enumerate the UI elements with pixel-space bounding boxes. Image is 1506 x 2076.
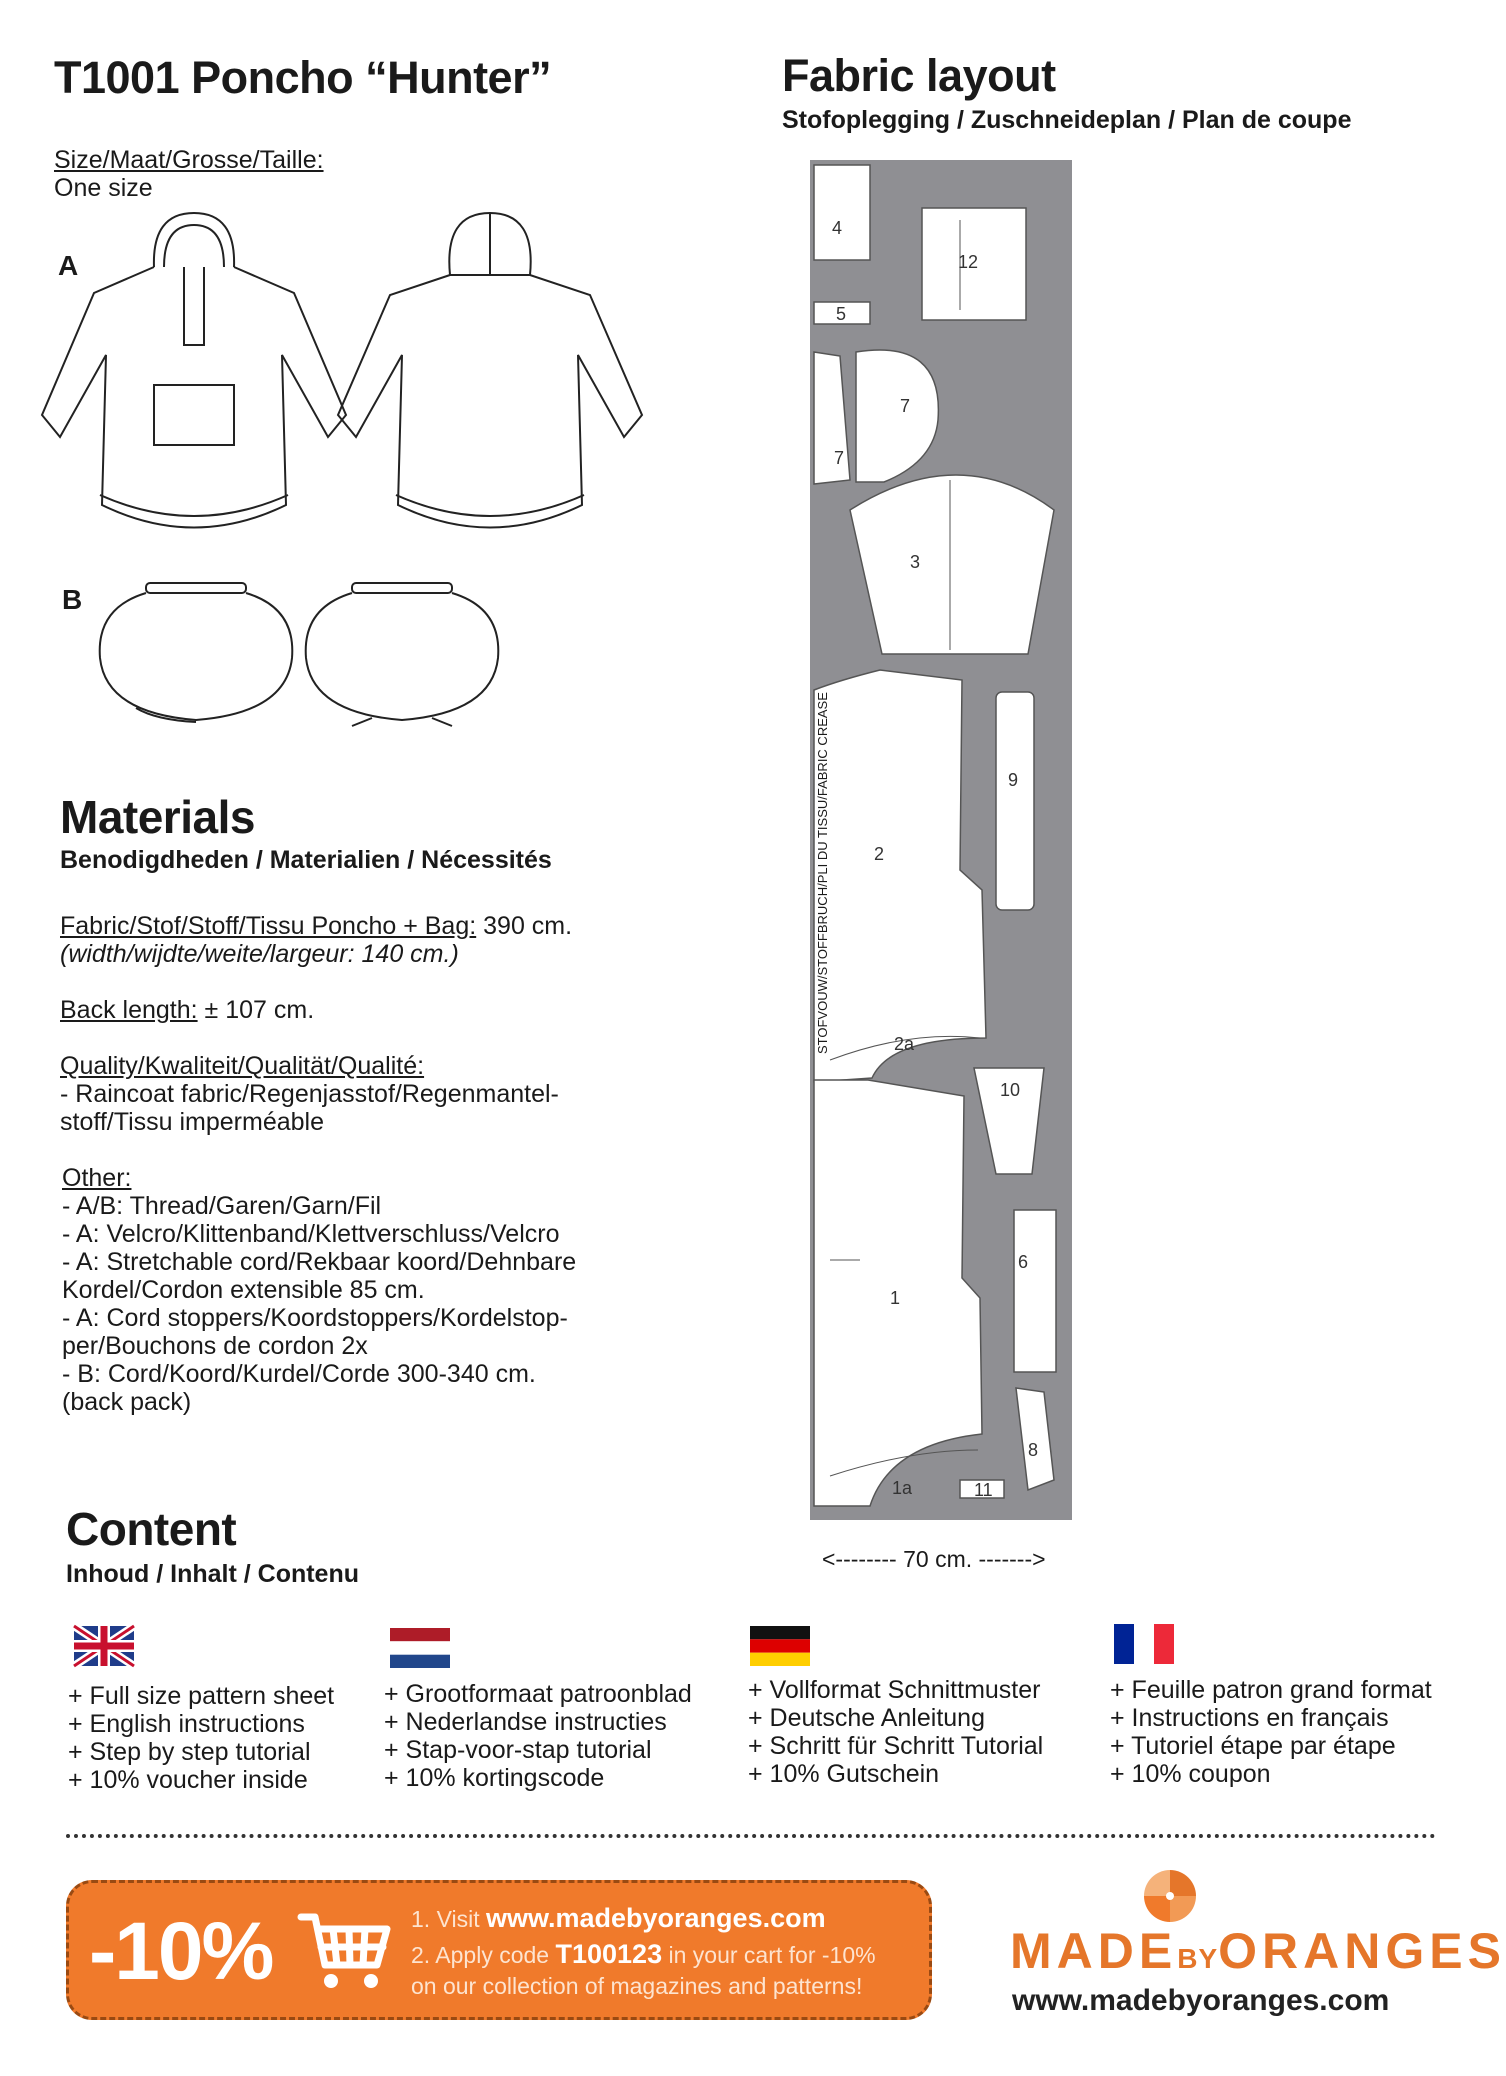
fr-flag-icon bbox=[1114, 1624, 1174, 1664]
content-item: + Schritt für Schritt Tutorial bbox=[748, 1732, 1044, 1760]
piece-label: 2a bbox=[894, 1034, 915, 1054]
view-a-label: A bbox=[58, 250, 79, 281]
quality-line: stoff/Tissu imperméable bbox=[60, 1108, 324, 1136]
content-item: + Grootformaat patroonblad bbox=[384, 1680, 692, 1708]
poncho-front-sketch bbox=[34, 205, 344, 555]
discount-banner[interactable] bbox=[66, 1880, 932, 2020]
de-flag-icon bbox=[750, 1626, 810, 1666]
other-label: Other: bbox=[62, 1164, 132, 1192]
promo-step-1 bbox=[411, 1903, 826, 1934]
piece-label: 1a bbox=[892, 1478, 913, 1498]
piece-label: 1 bbox=[890, 1288, 901, 1308]
piece-label: 9 bbox=[1008, 770, 1019, 790]
fabric-value: 390 cm. bbox=[476, 912, 573, 940]
promo-step-1-prefix: 1. Visit bbox=[411, 1906, 486, 1932]
bag-back-sketch bbox=[302, 578, 502, 728]
fold-label: STOFVOUW/STOFFBRUCH/PLI DU TISSU/FABRIC CREASE bbox=[815, 692, 830, 1054]
piece-label: 11 bbox=[974, 1480, 993, 1500]
piece-label: 6 bbox=[1018, 1252, 1029, 1272]
discount-value: -10% bbox=[89, 1906, 273, 1997]
back-length-value: ± 107 cm. bbox=[197, 996, 315, 1024]
content-item: + Step by step tutorial bbox=[68, 1738, 311, 1766]
content-item: + Full size pattern sheet bbox=[68, 1682, 335, 1710]
promo-code: T100123 bbox=[555, 1939, 663, 1969]
other-line: - A/B: Thread/Garen/Garn/Fil bbox=[62, 1192, 382, 1220]
content-column-fr bbox=[1110, 1676, 1432, 1788]
content-item: + 10% Gutschein bbox=[748, 1760, 940, 1788]
piece-label: 5 bbox=[836, 304, 847, 324]
bag-front-sketch bbox=[96, 578, 296, 728]
poncho-back-sketch bbox=[330, 205, 640, 555]
pattern-piece-9 bbox=[996, 692, 1034, 910]
dotted-separator bbox=[66, 1834, 1436, 1838]
other-line: - B: Cord/Koord/Kurdel/Corde 300-340 cm. bbox=[62, 1360, 536, 1388]
materials-heading: Materials bbox=[60, 791, 255, 843]
piece-label: 3 bbox=[910, 552, 921, 572]
promo-step-2 bbox=[411, 1939, 876, 1970]
nl-flag-icon bbox=[390, 1628, 450, 1668]
layout-heading: Fabric layout bbox=[782, 50, 1056, 101]
piece-label: 12 bbox=[958, 252, 979, 272]
promo-step-2-suffix: in your cart for -10% bbox=[662, 1942, 876, 1968]
content-item: + Feuille patron grand format bbox=[1110, 1676, 1432, 1704]
pattern-piece-3 bbox=[850, 475, 1054, 654]
quality-line: - Raincoat fabric/Regenjasstof/Regenmantel- bbox=[60, 1080, 559, 1108]
content-heading: Content bbox=[66, 1503, 237, 1555]
view-b-label: B bbox=[62, 584, 83, 615]
piece-label: 7 bbox=[834, 448, 845, 468]
brand-name bbox=[1010, 1922, 1506, 1980]
content-column-en bbox=[68, 1682, 334, 1794]
other-list bbox=[62, 1192, 576, 1416]
promo-step-2-prefix: 2. Apply code bbox=[411, 1942, 556, 1968]
piece-label: 4 bbox=[832, 218, 843, 238]
pattern-piece-6 bbox=[1014, 1210, 1056, 1372]
content-subheading: Inhoud / Inhalt / Contenu bbox=[66, 1560, 360, 1588]
orange-slice-logo-icon bbox=[1140, 1870, 1200, 1926]
fabric-line bbox=[60, 912, 572, 940]
fabric-layout-diagram bbox=[810, 160, 1072, 1520]
content-item: + 10% coupon bbox=[1110, 1760, 1271, 1788]
other-line: per/Bouchons de cordon 2x bbox=[62, 1332, 368, 1360]
piece-label: 10 bbox=[1000, 1080, 1021, 1100]
content-item: + Vollformat Schnittmuster bbox=[748, 1676, 1041, 1704]
content-column-nl bbox=[384, 1680, 692, 1792]
layout-width-label: <-------- 70 cm. -------> bbox=[822, 1546, 1046, 1572]
piece-label: 8 bbox=[1028, 1440, 1039, 1460]
shopping-cart-icon bbox=[297, 1911, 393, 1993]
size-label: Size/Maat/Grosse/Taille: bbox=[54, 146, 324, 174]
content-item: + Deutsche Anleitung bbox=[748, 1704, 985, 1732]
quality-list bbox=[60, 1080, 559, 1136]
brand-url-link[interactable]: www.madebyoranges.com bbox=[1012, 1984, 1390, 2017]
brand-name-part: BY bbox=[1177, 1943, 1219, 1974]
other-line: - A: Stretchable cord/Rekbaar koord/Dehnbare bbox=[62, 1248, 577, 1276]
back-length-label: Back length: bbox=[60, 996, 198, 1024]
brand-name-part: ORANGES bbox=[1218, 1923, 1506, 1979]
content-item: + 10% voucher inside bbox=[68, 1766, 308, 1794]
page-title: T1001 Poncho “Hunter” bbox=[54, 52, 552, 103]
fabric-label: Fabric/Stof/Stoff/Tissu Poncho + Bag: bbox=[60, 912, 477, 940]
piece-label: 2 bbox=[874, 844, 885, 864]
quality-label: Quality/Kwaliteit/Qualität/Qualité: bbox=[60, 1052, 425, 1080]
layout-subheading: Stofoplegging / Zuschneideplan / Plan de coupe bbox=[782, 106, 1352, 134]
other-line: (back pack) bbox=[62, 1388, 192, 1416]
promo-url-link[interactable]: www.madebyoranges.com bbox=[486, 1903, 826, 1933]
content-item: + Stap-voor-stap tutorial bbox=[384, 1736, 652, 1764]
uk-flag-icon bbox=[74, 1626, 134, 1666]
materials-subheading: Benodigdheden / Materialien / Nécessités bbox=[60, 846, 552, 874]
promo-step-3: on our collection of magazines and patterns! bbox=[411, 1973, 863, 1999]
piece-label: 7 bbox=[900, 396, 911, 416]
pattern-piece-4 bbox=[814, 165, 870, 260]
content-item: + English instructions bbox=[68, 1710, 305, 1738]
content-item: + 10% kortingscode bbox=[384, 1764, 605, 1792]
other-line: - A: Cord stoppers/Koordstoppers/Kordelstop- bbox=[62, 1304, 568, 1332]
other-line: Kordel/Cordon extensible 85 cm. bbox=[62, 1276, 425, 1304]
fabric-width: (width/wijdte/weite/largeur: 140 cm.) bbox=[60, 940, 459, 968]
pattern-piece-2 bbox=[814, 670, 986, 1082]
other-line: - A: Velcro/Klittenband/Klettverschluss/Velcro bbox=[62, 1220, 560, 1248]
content-item: + Nederlandse instructies bbox=[384, 1708, 667, 1736]
back-length-line bbox=[60, 996, 314, 1024]
brand-name-part: MADE bbox=[1010, 1923, 1178, 1979]
content-item: + Instructions en français bbox=[1110, 1704, 1389, 1732]
content-column-de bbox=[748, 1676, 1043, 1788]
size-value: One size bbox=[54, 174, 153, 202]
content-item: + Tutoriel étape par étape bbox=[1110, 1732, 1396, 1760]
